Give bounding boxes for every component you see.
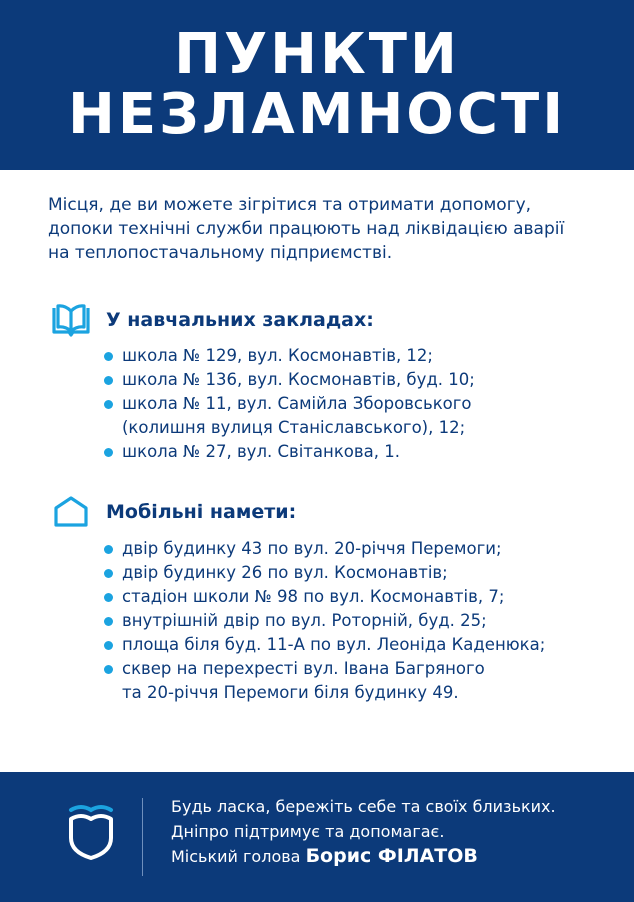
intro-line: на теплопостачальному підприємстві.	[48, 243, 393, 263]
dnipro-shield-logo	[68, 802, 114, 860]
tents-list	[104, 537, 545, 705]
bullet-icon	[104, 545, 113, 554]
intro-text	[48, 193, 608, 265]
bullet-icon	[104, 641, 113, 650]
intro-line: Місця, де ви можете зігрітися та отримати допомогу,	[48, 195, 532, 215]
list-item	[104, 368, 475, 392]
list-item-text: школа № 136, вул. Космонавтів, буд. 10;	[122, 370, 475, 389]
list-item	[104, 537, 545, 561]
list-item-text: школа № 129, вул. Космонавтів, 12;	[122, 346, 433, 365]
bullet-icon	[104, 617, 113, 626]
bullet-icon	[104, 593, 113, 602]
list-item-text: внутрішній двір по вул. Роторній, буд. 25;	[122, 611, 487, 630]
list-item-text: стадіон школи № 98 по вул. Космонавтів, 7;	[122, 587, 505, 606]
list-item-text: (колишня вулиця Станіславського), 12;	[122, 418, 466, 437]
page-title-line2: НЕЗЛАМНОСТІ	[67, 82, 567, 147]
bullet-icon	[104, 569, 113, 578]
tents-heading	[50, 494, 296, 530]
tents-title: Мобільні намети:	[106, 501, 297, 523]
list-item	[104, 561, 545, 585]
page-header	[0, 0, 634, 170]
bullet-icon	[104, 448, 113, 457]
list-item-text: площа біля буд. 11-А по вул. Леоніда Каденюка;	[122, 635, 546, 654]
bullet-icon	[104, 352, 113, 361]
list-item-text: двір будинку 26 по вул. Космонавтів;	[122, 563, 448, 582]
schools-heading	[50, 302, 374, 338]
footer-signature	[171, 844, 556, 869]
list-item	[104, 633, 545, 657]
schools-list	[104, 344, 475, 464]
mayor-title: Міський голова	[171, 847, 301, 866]
list-item	[104, 392, 475, 440]
schools-title: У навчальних закладах:	[106, 309, 374, 331]
list-item-text: школа № 27, вул. Світанкова, 1.	[122, 442, 400, 461]
list-item	[104, 657, 545, 705]
footer-line: Дніпро підтримує та допомагає.	[171, 822, 445, 841]
list-item	[104, 585, 545, 609]
mayor-name: Борис ФІЛАТОВ	[305, 845, 478, 867]
footer-divider	[142, 798, 143, 876]
list-item	[104, 440, 475, 464]
bullet-icon	[104, 400, 113, 409]
footer-text	[171, 794, 556, 869]
bullet-icon	[104, 665, 113, 674]
list-item-text: школа № 11, вул. Самійла Зборовського	[122, 394, 472, 413]
list-item-text: двір будинку 43 по вул. 20-річчя Перемоги;	[122, 539, 502, 558]
bullet-icon	[104, 376, 113, 385]
page-footer	[0, 772, 634, 902]
tent-icon	[50, 494, 92, 530]
list-item-text: та 20-річчя Перемоги біля будинку 49.	[122, 683, 459, 702]
footer-line: Будь ласка, бережіть себе та своїх близьких.	[171, 797, 556, 816]
page-title-line1: ПУНКТИ	[174, 22, 460, 87]
intro-line: допоки технічні служби працюють над ліквідацією аварії	[48, 219, 565, 239]
list-item	[104, 344, 475, 368]
book-icon	[50, 302, 92, 338]
list-item	[104, 609, 545, 633]
list-item-text: сквер на перехресті вул. Івана Багряного	[122, 659, 485, 678]
